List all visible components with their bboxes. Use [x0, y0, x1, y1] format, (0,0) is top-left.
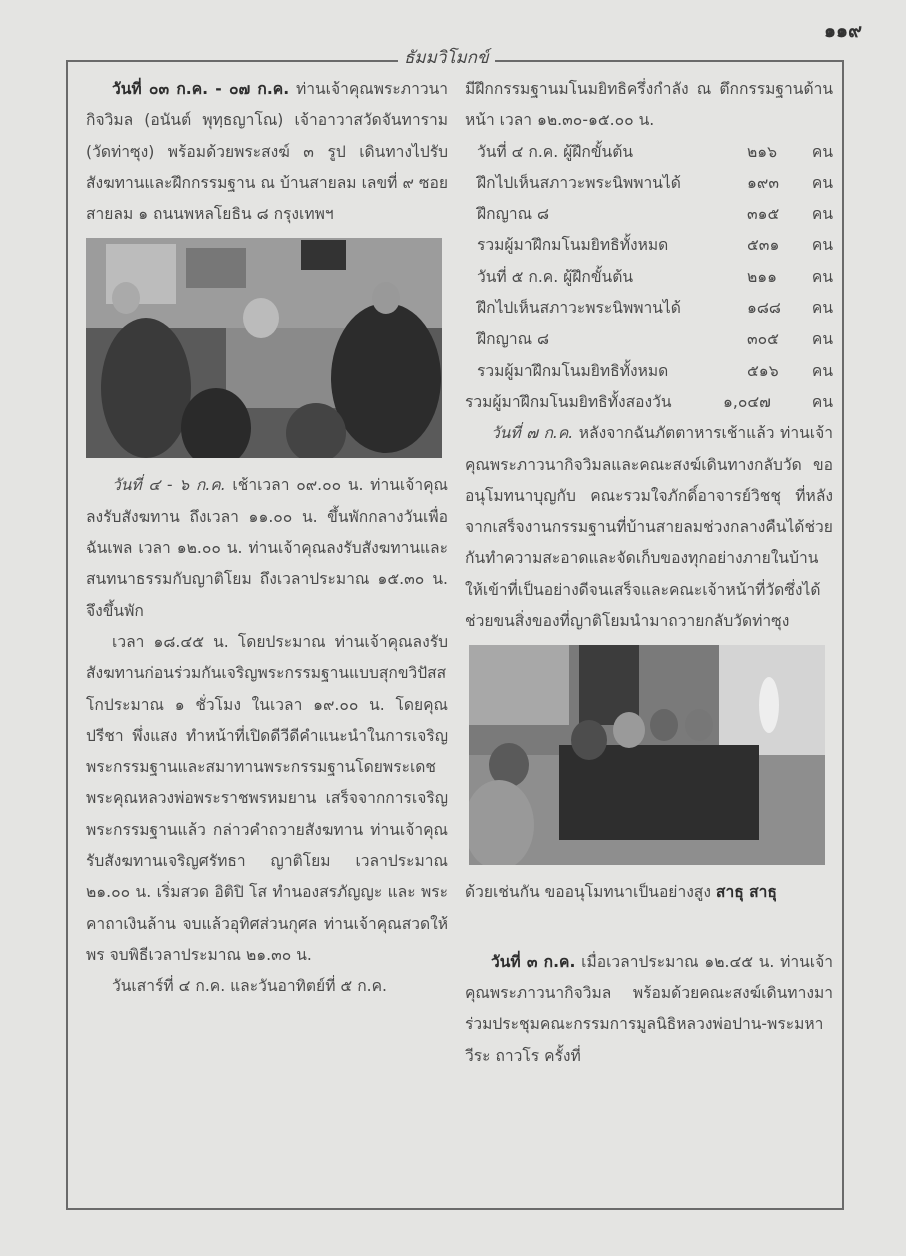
stat-value: ๓๑๕	[747, 205, 780, 224]
date-label: วันที่ ๔ - ๖ ก.ค.	[112, 476, 226, 495]
stat-row	[465, 199, 833, 230]
stat-value: ๒๑๖	[747, 142, 778, 161]
stat-total-unit: คน	[811, 392, 833, 411]
paragraph-text: เช้าเวลา ๐๙.๐๐ น. ท่านเจ้าคุณลงรับสังฆทาน ถึงเวลา ๑๑.๐๐ น. ขึ้นพักกลางวันเพื่อฉันเพล เวลา ๑๒.๐๐ น. ท่านเจ้าคุณลงรับสังฆทานและสนทนาธรรมกับญาติโยม ถึงเวลาประมาณ ๑๕.๓๐ น. จึงขึ้นพัก	[86, 476, 448, 620]
paragraph-text: เมื่อเวลาประมาณ ๑๒.๔๕ น. ท่านเจ้าคุณพระภาวนากิจวิมล พร้อมด้วยคณะสงฆ์เดินทางมาร่วมประชุมคณะกรรมการมูลนิธิหลวงพ่อปาน-พระมหาวีระ ถาวโร ครั้งที่	[465, 952, 834, 1065]
stat-row	[465, 324, 833, 355]
stat-unit: คน	[811, 205, 833, 224]
photo-image	[469, 645, 825, 865]
right-column	[465, 74, 833, 1072]
photo-meeting	[469, 645, 825, 865]
stat-label: ฝึกญาณ ๘	[477, 330, 550, 349]
training-stats	[465, 137, 833, 419]
stat-value: ๕๓๑	[747, 236, 780, 255]
stat-row	[465, 168, 833, 199]
header-title: ธัมมวิโมกข์	[398, 44, 495, 71]
stat-unit: คน	[811, 142, 833, 161]
spacer	[465, 909, 833, 947]
stat-value: ๓๐๕	[747, 330, 779, 349]
stat-row	[465, 356, 833, 387]
stat-unit: คน	[811, 361, 833, 380]
stat-unit: คน	[811, 267, 833, 286]
stat-label: รวมผู้มาฝึกมโนมยิทธิทั้งหมด	[477, 361, 669, 380]
stat-row	[465, 230, 833, 261]
sadhu-text: สาธุ สาธุ	[715, 883, 777, 902]
stat-row	[465, 293, 833, 324]
paragraph-meeting	[465, 947, 833, 1072]
paragraph-training: มีฝึกกรรมฐานมโนมยิทธิครึ่งกำลัง ณ ตึกกรรมฐานด้านหน้า เวลา ๑๒.๓๐-๑๕.๐๐ น.	[465, 80, 833, 130]
stat-unit: คน	[811, 236, 833, 255]
stat-unit: คน	[811, 299, 833, 318]
date-label: วันที่ ๐๓ ก.ค. - ๐๗ ก.ค.	[112, 80, 290, 98]
stat-unit: คน	[811, 173, 833, 192]
left-column	[86, 74, 448, 1003]
stat-unit: คน	[811, 330, 833, 349]
stat-total-row	[465, 387, 833, 418]
photo-sanghadana	[86, 238, 442, 458]
stat-label: วันที่ ๕ ก.ค. ผู้ฝึกขั้นต้น	[477, 267, 633, 286]
paragraph-thanks	[465, 877, 833, 908]
date-label: วันที่ ๗ ก.ค.	[491, 424, 574, 443]
paragraph-trip	[86, 74, 448, 230]
stat-label: ฝึกไปเห็นสภาวะพระนิพพานได้	[477, 173, 681, 192]
paragraph-return	[465, 418, 833, 637]
paragraph-daily	[86, 470, 448, 626]
stat-value: ๑๙๓	[747, 173, 779, 192]
paragraph-evening: เวลา ๑๘.๔๕ น. โดยประมาณ ท่านเจ้าคุณลงรับสังฆทานก่อนร่วมกันเจริญพระกรรมฐานแบบสุกขวิปัสสโกประมาณ ๑ ชั่วโมง ในเวลา ๑๙.๐๐ น. โดยคุณปรีชา พึ่งแสง ทำหน้าที่เปิดดีวีดีคำแนะนำในการเจริญพระกรรมฐานและสมาทานพระกรรมฐานโดยพระเดชพระคุณหลวงพ่อพระราชพรหมยาน เสร็จจากการเจริญพระกรรมฐานแล้ว กล่าวคำถวายสังฆทาน ท่านเจ้าคุณรับสังฆทานเจริญศรัทธา ญาติโยม เวลาประมาณ ๒๑.๐๐ น. เริ่มสวด อิติปิ โส ทำนองสรภัญญะ และ พระคาถาเงินล้าน จบแล้วอุทิศส่วนกุศล ท่านเจ้าคุณสวดให้พร จบพิธีเวลาประมาณ ๒๑.๓๐ น.	[86, 632, 448, 964]
stat-value: ๑๘๘	[747, 299, 781, 318]
stat-total-value: ๑,๐๔๗	[723, 392, 771, 411]
stat-label: วันที่ ๔ ก.ค. ผู้ฝึกขั้นต้น	[477, 142, 633, 161]
stat-row	[465, 262, 833, 293]
paragraph-text: ท่านเจ้าคุณพระภาวนากิจวิมล (อนันต์ พุทฺธญาโณ) เจ้าอาวาสวัดจันทาราม (วัดท่าซุง) พร้อมด้วยพระสงฆ์ ๓ รูป เดินทางไปรับสังฆทานและฝึกกรรมฐาน ณ บ้านสายลม เลขที่ ๙ ซอยสายลม ๑ ถนนพหลโยธิน ๘ กรุงเทพฯ	[86, 80, 448, 224]
stat-value: ๕๑๖	[747, 361, 779, 380]
stat-label: ฝึกญาณ ๘	[477, 205, 550, 224]
page-number: ๑๑๙	[823, 20, 862, 42]
date-label: วันที่ ๓ ก.ค.	[491, 952, 576, 971]
paragraph-text: หลังจากฉันภัตตาหารเช้าแล้ว ท่านเจ้าคุณพระภาวนากิจวิมลและคณะสงฆ์เดินทางกลับวัด ขออนุโมทนาบุญกับ คณะรวมใจภักดิ์อาจารย์วิชชุ ที่หลังจากเสร็จงานกรรมฐานที่บ้านสายลมช่วงกลางคืนได้ช่วยกันทำความสะอาดและจัดเก็บของทุกอย่างภายในบ้านให้เข้าที่เป็นอย่างดีจนเสร็จและคณะเจ้าหน้าที่วัดซึ่งได้ช่วยขนสิ่งของที่ญาติโยมนำมาถวายกลับวัดท่าซุง	[465, 424, 833, 631]
stat-label: ฝึกไปเห็นสภาวะพระนิพพานได้	[477, 299, 681, 318]
photo-image	[86, 238, 442, 458]
paragraph-text: ด้วยเช่นกัน ขออนุโมทนาเป็นอย่างสูง	[465, 883, 711, 902]
stat-value: ๒๑๑	[747, 267, 778, 286]
paragraph-weekend: วันเสาร์ที่ ๔ ก.ค. และวันอาทิตย์ที่ ๕ ก.ค.	[112, 977, 387, 996]
stat-row	[465, 137, 833, 168]
stat-total-label: รวมผู้มาฝึกมโนมยิทธิทั้งสองวัน	[465, 392, 672, 411]
stat-label: รวมผู้มาฝึกมโนมยิทธิทั้งหมด	[477, 236, 669, 255]
